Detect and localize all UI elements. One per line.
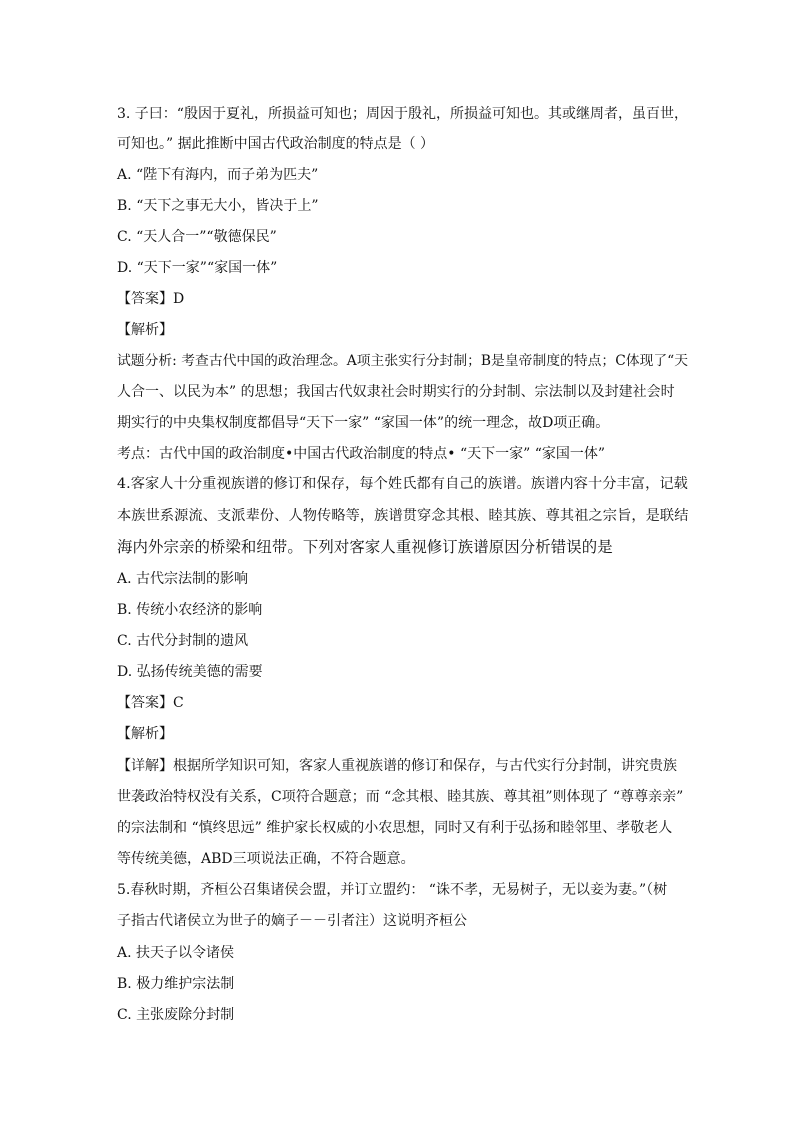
question-5-option-b: B. 极力维护宗法制 — [117, 976, 235, 992]
question-4-detail-line-1: 【详解】根据所学知识可知，客家人重视族谱的修订和保存，与古代实行分封制，讲究贵族 — [117, 758, 677, 774]
question-3-analysis-line-3: 期实行的中央集权制度都倡导“天下一家” “家国一体”的统一理念，故D项正确。 — [117, 415, 610, 431]
question-4-option-d: D. 弘扬传统美德的需要 — [117, 664, 263, 680]
question-4-analysis-heading: 【解析】 — [117, 726, 173, 742]
question-4-option-b: B. 传统小农经济的影响 — [117, 602, 263, 618]
question-4-stem-line-1: 4.客家人十分重视族谱的修订和保存，每个姓氏都有自己的族谱。族谱内容十分丰富，记载 — [117, 476, 688, 492]
question-4-detail-line-3: 的宗法制和 “慎终思远” 维护家长权威的小农思想，同时又有利于弘扬和睦邻里、孝敬老人 — [117, 820, 673, 836]
question-4-answer: 【答案】C — [117, 695, 184, 711]
question-3-analysis-line-2: 人合一、以民为本” 的思想；我国古代奴隶社会时期实行的分封制、宗法制以及封建社会时 — [117, 384, 675, 400]
question-5-option-a: A. 扶天子以令诸侯 — [117, 945, 235, 961]
question-4-detail-line-4: 等传统美德，ABD三项说法正确，不符合题意。 — [117, 851, 415, 867]
question-3-analysis-heading: 【解析】 — [117, 322, 173, 338]
question-3-key-point: 考点：古代中国的政治制度•中国古代政治制度的特点• “天下一家” “家国一体” — [117, 446, 606, 462]
question-3-answer: 【答案】D — [117, 291, 185, 307]
question-3-option-d: D. “天下一家”“家国一体” — [117, 260, 278, 276]
question-3-analysis-line-1: 试题分析: 考查古代中国的政治理念。A项主张实行分封制；B是皇帝制度的特点；C体现了“天 — [117, 353, 689, 369]
question-4-detail-line-2: 世袭政治特权没有关系，C项符合题意；而 “念其根、睦其族、尊其祖”则体现了 “尊尊亲亲” — [117, 789, 684, 805]
question-5-option-c: C. 主张废除分封制 — [117, 1007, 235, 1023]
question-3-option-a: A. “陛下有海内，而子弟为匹夫” — [117, 167, 319, 183]
question-4-stem-line-2: 本族世系源流、支派辈份、人物传略等，族谱贯穿念其根、睦其族、尊其祖之宗旨，是联结 — [117, 508, 689, 524]
question-3-option-b: B. “天下之事无大小，皆决于上” — [117, 198, 319, 214]
question-3-stem-line-2: 可知也。” 据此推断中国古代政治制度的特点是（ ） — [117, 136, 435, 152]
question-3-option-c: C. “天人合一”“敬德保民” — [117, 229, 277, 245]
question-3-stem-line-1: 3. 子曰：“殷因于夏礼，所损益可知也；周因于殷礼，所损益可知也。其或继周者，虽百世， — [117, 106, 688, 122]
question-4-option-c: C. 古代分封制的遗风 — [117, 633, 249, 649]
question-5-stem-line-2: 子指古代诸侯立为世子的嫡子－－引者注）这说明齐桓公 — [117, 913, 467, 929]
question-4-option-a: A. 古代宗法制的影响 — [117, 571, 249, 587]
question-4-stem-line-3: 海内外宗亲的桥梁和纽带。下列对客家人重视修订族谱原因分析错误的是 — [117, 538, 613, 556]
question-5-stem-line-1: 5.春秋时期，齐桓公召集诸侯会盟，并订立盟约： “诛不孝，无易树子，无以妾为妻。”（树 — [117, 882, 668, 898]
